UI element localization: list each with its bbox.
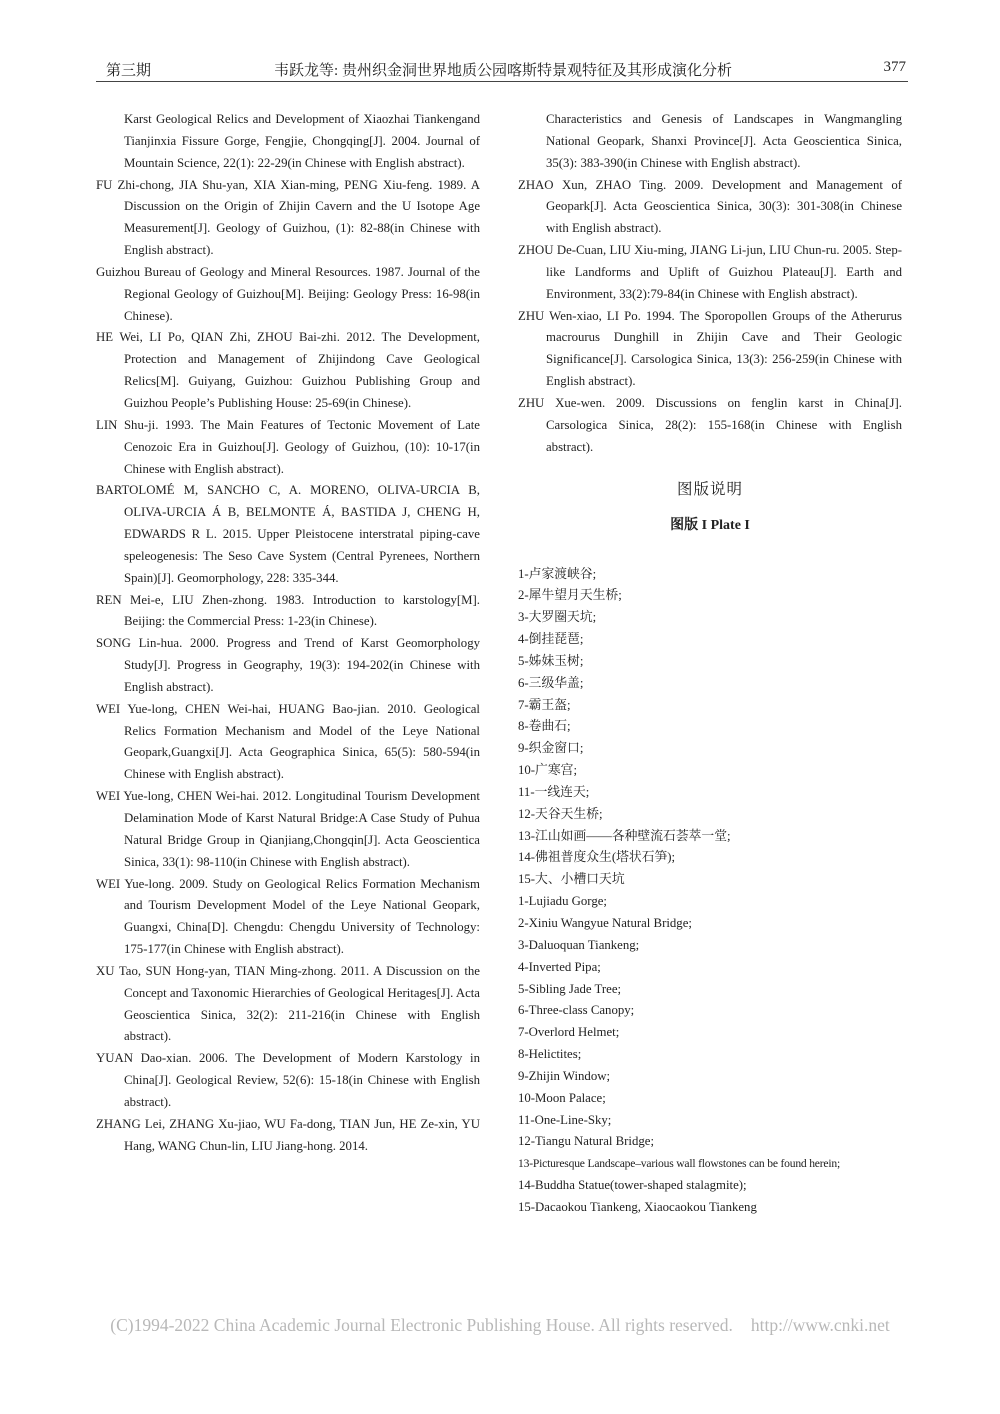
plate-caption-cn: 3-大罗圈天坑; [518, 610, 597, 625]
copyright-footer [0, 1315, 1000, 1336]
references-left-column [96, 109, 480, 1158]
reference-entry: ZHAO Xun, ZHAO Ting. 2009. Development and Management of Geopark[J]. Acta Geoscientica Sinica, 30(3): 301-308(in Chinese with English abstract). [518, 177, 902, 236]
plate-captions-cn [518, 564, 902, 892]
plate-caption-cn: 11-一线连天; [518, 784, 590, 799]
page-number: 377 [883, 59, 906, 75]
plate-caption-cn: 4-倒挂琵琶; [518, 632, 584, 647]
plate-caption-en: 12-Tiangu Natural Bridge; [518, 1134, 655, 1149]
plate-caption-en: 8-Helictites; [518, 1047, 582, 1062]
reference-entry: Characteristics and Genesis of Landscapes in Wangmangling National Geopark, Shanxi Province[J]. Acta Geoscientica Sinica, 35(3): 383-390(in Chinese with English abstract). [546, 112, 902, 170]
reference-entry: Karst Geological Relics and Development of Xiaozhai Tiankengand Tianjinxia Fissure Gorge, Fengjie, Chongqing[J]. 2004. Journal of Mountain Science, 22(1): 22-29(in Chinese with English abstract). [124, 112, 480, 170]
reference-entry: ZHOU De-Cuan, LIU Xiu-ming, JIANG Li-jun, LIU Chun-ru. 2005. Step-like Landforms and Uplift of Guizhou Plateau[J]. Earth and Environment, 33(2):79-84(in Chinese with English abstract). [518, 243, 902, 301]
plate-caption-cn: 6-三级华盖; [518, 675, 584, 690]
reference-entry: WEI Yue-long, CHEN Wei-hai. 2012. Longitudinal Tourism Development Delamination Mode of Karst Natural Bridge:A Case Study of Puhua Natural Bridge Group in Qianjiang,Chongqin[J]. Acta Geoscientica Sinica, 33(1): 98-110(in Chinese with English abstract). [96, 789, 480, 869]
reference-entry: ZHU Wen-xiao, LI Po. 1994. The Sporopollen Groups of the Atherurus macrourus Dunghill in Zhijin Cave and Their Geologic Significance[J]. Carsologica Sinica, 13(3): 256-259(in Chinese with English abstract). [518, 308, 902, 389]
plate-caption-cn: 13-江山如画——各种壁流石荟萃一堂; [518, 828, 731, 843]
plate-caption-en: 5-Sibling Jade Tree; [518, 981, 622, 996]
cnki-url: http://www.cnki.net [750, 1315, 890, 1335]
reference-entry: FU Zhi-chong, JIA Shu-yan, XIA Xian-ming, PENG Xiu-feng. 1989. A Discussion on the Origin of Zhijin Cavern and the U Isotope Age Measurement[J]. Geology of Guizhou, (1): 82-88(in Chinese with English abstract). [96, 177, 480, 258]
reference-entry: Guizhou Bureau of Geology and Mineral Resources. 1987. Journal of the Regional Geology of Guizhou[M]. Beijing: Geology Press: 16-98(in Chinese). [96, 264, 480, 323]
plate-caption-en: 4-Inverted Pipa; [518, 959, 601, 974]
plate-caption-en: 2-Xiniu Wangyue Natural Bridge; [518, 916, 692, 930]
plate-caption-en: 15-Dacaokou Tiankeng, Xiaocaokou Tiankeng [518, 1199, 757, 1214]
running-header [100, 59, 906, 81]
reference-entry: XU Tao, SUN Hong-yan, TIAN Ming-zhong. 2011. A Discussion on the Concept and Taxonomic Hierarchies of Geological Heritages[J]. Acta Geoscientica Sinica, 32(2): 211-216(in Chinese with English abstract). [96, 963, 480, 1044]
copyright-text: (C)1994-2022 China Academic Journal Electronic Publishing House. All rights reserved. [110, 1315, 733, 1335]
plate-caption-cn: 1-卢家渡峡谷; [518, 566, 597, 581]
plate-caption-en: 10-Moon Palace; [518, 1090, 606, 1105]
plate-section-title: 图版说明 [676, 480, 743, 498]
plate-caption-cn: 8-卷曲石; [518, 719, 571, 734]
issue-label: 第三期 [106, 63, 152, 79]
plate-caption-cn: 15-大、小槽口天坑 [518, 872, 625, 887]
reference-entry: ZHU Xue-wen. 2009. Discussions on fenglin karst in China[J]. Carsologica Sinica, 28(2): 155-168(in Chinese with English abstract). [518, 395, 902, 454]
reference-entry: REN Mei-e, LIU Zhen-zhong. 1983. Introduction to karstology[M]. Beijing: the Commercial Press: 1-23(in Chinese). [96, 592, 480, 629]
plate-caption-cn: 5-姊妹玉树; [518, 653, 584, 668]
plate-caption-en: 13-Picturesque Landscape–various wall flowstones can be found herein; [518, 1157, 840, 1171]
reference-entry: WEI Yue-long, CHEN Wei-hai, HUANG Bao-jian. 2010. Geological Relics Formation Mechanism and Model of the Leye National Geopark,Guangxi[J]. Acta Geographica Sinica, 65(5): 580-594(in Chinese with English abstract). [96, 701, 480, 782]
reference-entry: LIN Shu-ji. 1993. The Main Features of Tectonic Movement of Late Cenozoic Era in Guizhou[J]. Geology of Guizhou, (10): 10-17(in Chinese with English abstract). [96, 417, 480, 476]
references-right-column [518, 109, 902, 1219]
plate-caption-en: 1-Lujiadu Gorge; [518, 894, 607, 909]
header-rule [96, 81, 908, 82]
plate-caption-cn: 2-犀牛望月天生桥; [518, 588, 622, 603]
plate-caption-en: 14-Buddha Statue(tower-shaped stalagmite); [518, 1178, 747, 1193]
plate-caption-cn: 14-佛祖普度众生(塔状石笋); [518, 850, 676, 865]
reference-entry: YUAN Dao-xian. 2006. The Development of Modern Karstology in China[J]. Geological Review, 52(6): 15-18(in Chinese with English abstract). [96, 1051, 480, 1109]
reference-entry: ZHANG Lei, ZHANG Xu-jiao, WU Fa-dong, TIAN Jun, HE Ze-xin, YU Hang, WANG Chun-lin, LIU Jiang-hong. 2014. [96, 1116, 480, 1153]
plate-caption-en: 3-Daluoquan Tiankeng; [518, 937, 640, 952]
reference-entry: BARTOLOMÉ M, SANCHO C, A. MORENO, OLIVA-URCIA B, OLIVA-URCIA Á B, BELMONTE Á, BASTIDA J, CHENG H, EDWARDS R L. 2015. Upper Pleistocene interstratal piping-cave speleogenesis: The Seso Cave System (Central Pyrenees, Northern Spain)[J]. Geomorphology, 228: 335-344. [96, 483, 480, 585]
plate-caption-cn: 12-天谷天生桥; [518, 806, 603, 821]
plate-caption-cn: 7-霸王盔; [518, 697, 571, 712]
plate-title: 图版 I Plate I [670, 517, 750, 533]
running-title: 韦跃龙等: 贵州织金洞世界地质公园喀斯特景观特征及其形成演化分析 [274, 63, 732, 79]
plate-caption-en: 11-One-Line-Sky; [518, 1112, 612, 1127]
plate-caption-en: 6-Three-class Canopy; [518, 1003, 635, 1018]
plate-caption-cn: 9-织金窗口; [518, 741, 584, 756]
plate-captions-en [518, 891, 902, 1219]
plate-caption-en: 7-Overlord Helmet; [518, 1025, 620, 1040]
reference-entry: WEI Yue-long. 2009. Study on Geological Relics Formation Mechanism and Tourism Development Model of the Leye National Geopark, Guangxi, China[D]. Chengdu: Chengdu University of Technology: 175-177(in Chinese with English abstract). [96, 876, 480, 957]
reference-entry: SONG Lin-hua. 2000. Progress and Trend of Karst Geomorphology Study[J]. Progress in Geography, 19(3): 194-202(in Chinese with English abstract). [96, 636, 480, 694]
plate-caption-en: 9-Zhijin Window; [518, 1068, 611, 1083]
plate-caption-cn: 10-广寒宫; [518, 763, 578, 778]
reference-entry: HE Wei, LI Po, QIAN Zhi, ZHOU Bai-zhi. 2012. The Development, Protection and Management of Zhijindong Cave Geological Relics[M]. Guiyang, Guizhou: Guizhou Publishing Group and Guizhou People’s Publishing House: 25-69(in Chinese). [96, 330, 480, 410]
